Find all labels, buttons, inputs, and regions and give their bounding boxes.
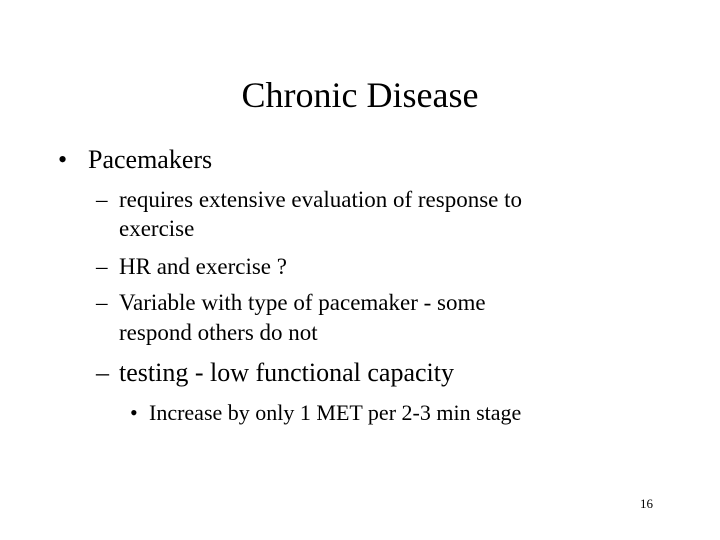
- sub-item-text: requires extensive evaluation of response to: [119, 187, 523, 212]
- dash-marker: –: [96, 358, 109, 387]
- sub-item-text: testing - low functional capacity: [119, 358, 455, 387]
- sub-item-text-continued: exercise: [119, 216, 195, 241]
- sub-item-variable: [96, 288, 696, 317]
- sub-item-text-continued: respond others do not: [119, 320, 318, 345]
- bullet-marker: •: [130, 400, 138, 425]
- slide-title: Chronic Disease: [241, 75, 479, 115]
- bullet-item-pacemakers: [58, 144, 678, 176]
- bullet-marker: •: [58, 145, 68, 174]
- sub-item-text: Variable with type of pacemaker - some: [119, 290, 486, 315]
- bullet-text: Pacemakers: [88, 145, 213, 174]
- sub-sub-item-text: Increase by only 1 MET per 2-3 min stage: [149, 400, 522, 425]
- sub-item-text: HR and exercise ?: [119, 254, 287, 279]
- page-number: 16: [640, 496, 653, 511]
- sub-item-evaluation: [96, 185, 696, 214]
- sub-sub-item-met: [130, 399, 700, 427]
- dash-marker: –: [96, 254, 108, 279]
- dash-marker: –: [96, 290, 108, 315]
- sub-item-variable-continued: [119, 318, 679, 347]
- sub-item-hr: [96, 252, 696, 281]
- dash-marker: –: [96, 187, 108, 212]
- sub-item-testing: [96, 357, 696, 389]
- sub-item-evaluation-continued: [119, 214, 679, 243]
